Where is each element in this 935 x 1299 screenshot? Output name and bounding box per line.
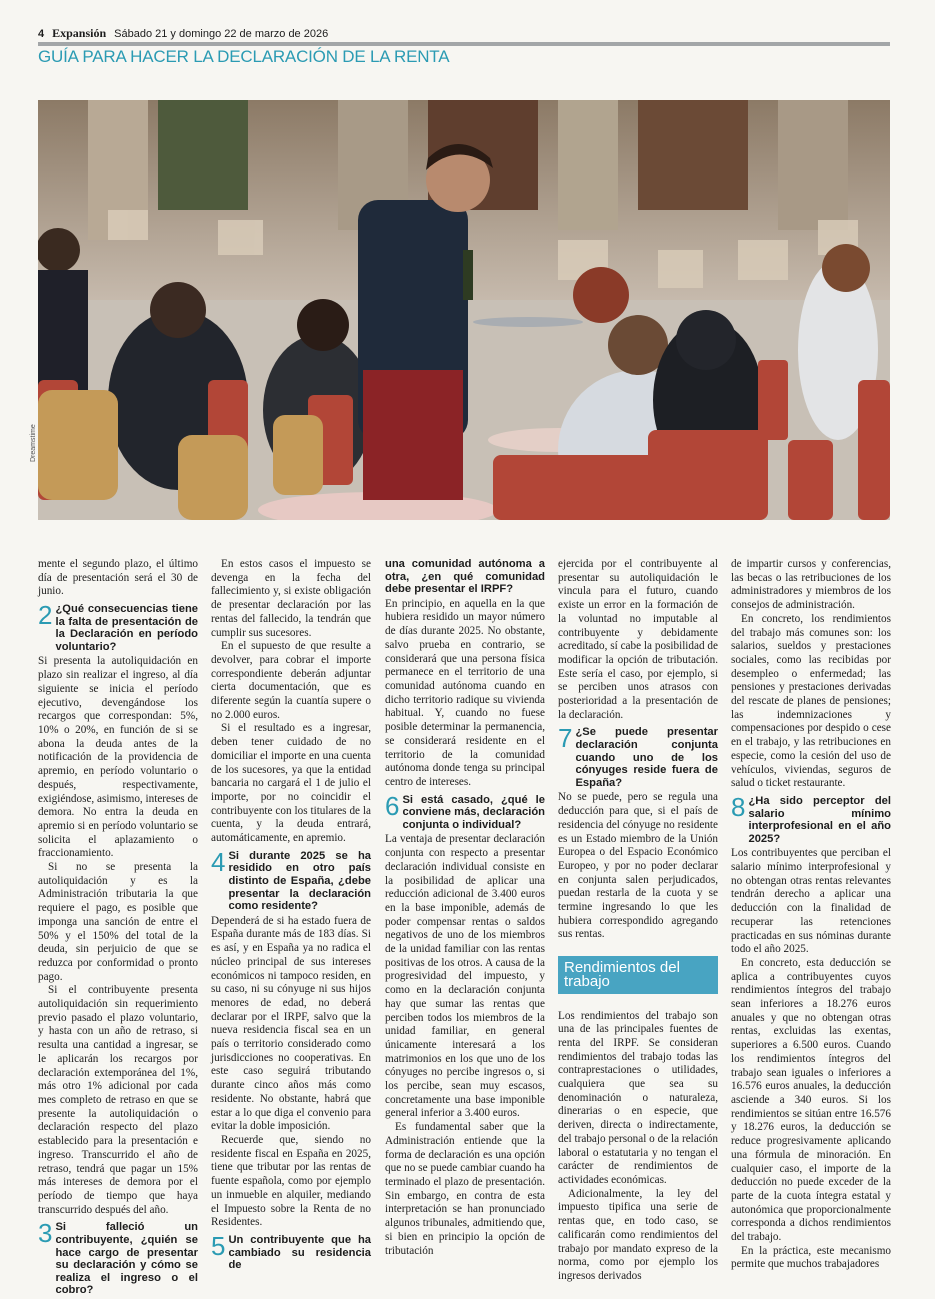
newspaper-brand: Expansión	[52, 26, 107, 40]
paragraph: Si el resultado es a ingresar, deben tener cuidado de no domiciliar el importe en una cuenta de los sucesores, ya que la entidad bancaria no cargará el 1 de julio el importe, por no coincidir el contribuyente con los titulares de la cuenta, y la deuda entrará, automáticamente, en apremio.	[211, 722, 371, 845]
question-number: 6	[385, 790, 400, 821]
page-header	[38, 26, 890, 41]
question-title: Si está casado, ¿qué le conviene más, declaración conjunta o individual?	[402, 793, 545, 831]
question-6-heading	[385, 790, 545, 832]
column-1	[38, 558, 198, 1299]
paragraph: Adicionalmente, la ley del impuesto tipifica una serie de rentas que, en todo caso, se calificarán como rendimientos del trabajo por mandato expreso de la norma, como por ejemplo los ingresos derivados	[558, 1187, 718, 1282]
question-number: 3	[38, 1218, 53, 1249]
paragraph: Si no se presenta la autoliquidación y es la Administración tributaria la que requiere el pago, es posible que imponga una sanción de entre el 50% y el 150% del total de la deuda, sin perjuicio de que se reduzca por conformidad o pronto pago.	[38, 861, 198, 983]
paragraph: mente el segundo plazo, el último día de presentación será el 30 de junio.	[38, 558, 198, 598]
article-photo	[38, 100, 890, 520]
question-number: 4	[211, 846, 226, 877]
header-rule	[38, 42, 890, 46]
paragraph: En principio, en aquella en la que hubiera residido un mayor número de días durante 2025. No obstante, salvo prueba en contrario, se considerará que una persona física permanece en el territorio de una comunidad autónoma cuando en dicho territorio radique su vivienda habitual. Y, cuando no fuese posible determinar la permanencia, se considerará residente en el territorio de la comunidad autónoma donde tenga su principal centro de intereses.	[385, 597, 545, 788]
subsection-heading: Rendimientos del trabajo	[558, 956, 718, 993]
question-title: Si durante 2025 se ha residido en otro país distinto de España, ¿debe presentar la declaración como residente?	[228, 849, 371, 913]
paragraph: En la práctica, este mecanismo permite que muchos trabajadores	[731, 1244, 891, 1271]
column-5	[731, 558, 891, 1272]
question-number: 7	[558, 723, 573, 754]
paragraph: ejercida por el contribuyente al presentar su autoliquidación le vincula para el futuro, cuando existe un error en la formación de la voluntad no imputable al contribuyente y debidamente acreditado, sí cabe la posibilidad de modificar la opción de tributación. Este sería el caso, por ejemplo, si se perciben unos atrasos con posterioridad a la presentación de la declaración.	[558, 558, 718, 721]
issue-date: Sábado 21 y domingo 22 de marzo de 2026	[114, 27, 329, 40]
paragraph: Si presenta la autoliquidación en plazo sin realizar el ingreso, al día siguiente se inicia el período ejecutivo, devengándose los recargos que correspondan: 5%, 10% o 20%, en función de si se abona la deuda antes de la notificación de la providencia de apremio, en período voluntario o después, respectivamente, exigiéndose, asimismo, intereses de demora. No entra la deuda en apremio si en período voluntario se solicita el aplazamiento o fraccionamiento.	[38, 655, 199, 860]
question-title: Si falleció un contribuyente, ¿quién se hace cargo de presentar su declaración y cómo se realiza el ingreso o el cobro?	[55, 1221, 198, 1297]
paragraph: En estos casos el impuesto se devenga en la fecha del fallecimiento y, si existe obligación de presentar declaración por las rentas del fallecido, la tendrán que cumplir sus sucesores.	[211, 558, 371, 639]
page-number: 4	[38, 27, 45, 40]
question-4-heading	[211, 846, 371, 913]
paragraph: Si el contribuyente presenta autoliquidación sin requerimiento previo pasado el plazo voluntario, y hasta con un año de retraso, si resulta una cantidad a ingresar, se le aplicarán los recargos por declaración extemporánea del 1%, más otro 1% adicional por cada mes completo de retraso en que se presente la autoliquidación o declaración respecto del plazo establecido para la presentación e ingreso. Transcurrido el año de retraso, tendrá que pagar un 15% más intereses de demora por el período de tiempo que haya transcurrido después del año.	[38, 984, 198, 1216]
question-3-heading	[38, 1218, 198, 1297]
paragraph: En concreto, esta deducción se aplica a contribuyentes cuyos rendimientos íntegros del trabajo sean inferiores a 18.276 euros anuales y que no obtengan otras rentas, excluidas las exentas, superiores a 6.500 euros. Cuando los rendimientos íntegros del trabajo sean iguales o inferiores a 16.576 euros anuales, la deducción asciende a 340 euros. Si los rendimientos se sitúan entre 16.576 y 18.276 euros, la deducción se reduce progresivamente aplicando una fórmula de minoración. En cualquier caso, el importe de la deducción no puede exceder de la parte de la cuota íntegra estatal y autonómica que proporcionalmente corresponda a dichos rendimientos del trabajo.	[731, 956, 891, 1244]
question-title: Un contribuyente que ha cambiado su residencia de	[228, 1233, 371, 1272]
paragraph: Los rendimientos del trabajo son una de las principales fuentes de renta del IRPF. Se consideran rendimientos del trabajo todas las contraprestaciones o utilidades, cualquiera que sea su denominación o naturaleza, dinerarias o en especie, que deriven, directa o indirectamente, del trabajo personal o de la relación laboral o estatutaria y no tengan el carácter de rendimientos de actividades económicas.	[558, 1009, 718, 1186]
question-5-heading	[211, 1230, 371, 1272]
question-title: ¿Se puede presentar declaración conjunta cuando uno de los cónyuges reside fuera de España?	[575, 726, 718, 789]
question-number: 8	[731, 791, 746, 822]
question-title: ¿Qué consecuencias tiene la falta de presentación de la Declaración en período voluntario?	[55, 603, 198, 653]
question-7-heading	[558, 723, 718, 789]
question-2-heading	[38, 600, 198, 653]
section-title: GUÍA PARA HACER LA DECLARACIÓN DE LA RENTA	[38, 47, 450, 66]
photo-credit: Dreamstime	[30, 424, 37, 462]
question-number: 5	[211, 1230, 226, 1261]
paragraph: En el supuesto de que resulte a devolver, para cobrar el importe correspondiente deberán adjuntar cierta documentación, que es diferente según la cuantía supere o no 2.000 euros.	[211, 640, 371, 721]
column-4	[558, 558, 718, 1284]
paragraph: En concreto, los rendimientos del trabajo más comunes son: los salarios, sueldos y prestaciones sociales, como las recibidas por desempleo o enfermedad; las pensiones y prestaciones derivadas del rescate de planes de pensiones; las indemnizaciones y compensaciones por despido o cese en el trabajo, y las retribuciones en especie, como la cesión del uso de vehículos, viviendas, seguros de salud o ticket restaurante.	[731, 612, 891, 790]
paragraph: de impartir cursos y conferencias, las becas o las retribuciones de los administradores y miembros de los consejos de administración.	[731, 558, 891, 612]
column-2	[211, 558, 371, 1274]
paragraph: Es fundamental saber que la Administración entiende que la forma de declaración es una opción que no se puede cambiar cuando ha terminado el plazo de presentación. Sin embargo, en contra de esta interpretación se han pronunciado algunos tribunales, admitiendo que, si bien en principio la opción de tributación	[385, 1121, 545, 1257]
paragraph: Dependerá de si ha estado fuera de España durante más de 183 días. Si es así, y en España ya no radica el núcleo principal de sus intereses económicos ni tampoco residen, en su caso, ni su cónyuge ni sus hijos menores de edad, no deberá declarar por el IRPF, salvo que la nueva residencia fiscal sea en un país o territorio considerado como jurisdicciones no cooperativas. En este caso seguirá tributando durante cinco años más como residente. No obstante, habrá que estar a lo que diga el convenio para evitar la doble imposición.	[211, 914, 371, 1133]
paragraph: Los contribuyentes que perciban el salario mínimo interprofesional y no obtengan otras rentas relevantes tendrán derecho a aplicar una deducción con la finalidad de recuperar las retenciones practicadas en sus nóminas durante todo el año 2025.	[731, 847, 891, 956]
question-number: 2	[38, 600, 53, 631]
question-title: ¿Ha sido perceptor del salario mínimo interprofesional en el año 2025?	[748, 794, 891, 845]
question-5-title-continued: una comunidad autónoma a otra, ¿en qué comunidad debe presentar el IRPF?	[385, 558, 545, 596]
question-8-heading	[731, 791, 891, 845]
paragraph: No se puede, pero se regula una deducción para que, si el país de residencia del cónyuge no residente es un Estado miembro de la Unión Europea o del Espacio Económico Europeo, y por no poder declarar en conjunta salen perjudicados, puedan restarla de la cuota y se termine ingresando lo que les hubiera correspondido agregando sus rentas.	[558, 791, 718, 941]
paragraph: La ventaja de presentar declaración conjunta con respecto a presentar declaración individual consiste en la posibilidad de aplicar una reducción adicional de 3.400 euros en la base imponible, además de poder compensar rentas o saldos negativos de uno de los miembros de la unidad familiar con las rentas positivas de los otros. A causa de la progresividad del impuesto, y como en la declaración conjunta hay que sumar las rentas que perciben todos los miembros de la unidad familiar, en general únicamente interesará a los matrimonios en los que uno de los cónyuges no percibe ingresos o, si los percibe, sean muy escasos, concretamente una base imponible general inferior a 3.400 euros.	[385, 833, 545, 1120]
paragraph: Recuerde que, siendo no residente fiscal en España en 2025, tiene que tributar por las rentas de fuente española, como por ejemplo un inmueble en alquiler, mediando el Impuesto sobre la Renta de no Residentes.	[211, 1133, 371, 1229]
column-3	[385, 558, 545, 1258]
